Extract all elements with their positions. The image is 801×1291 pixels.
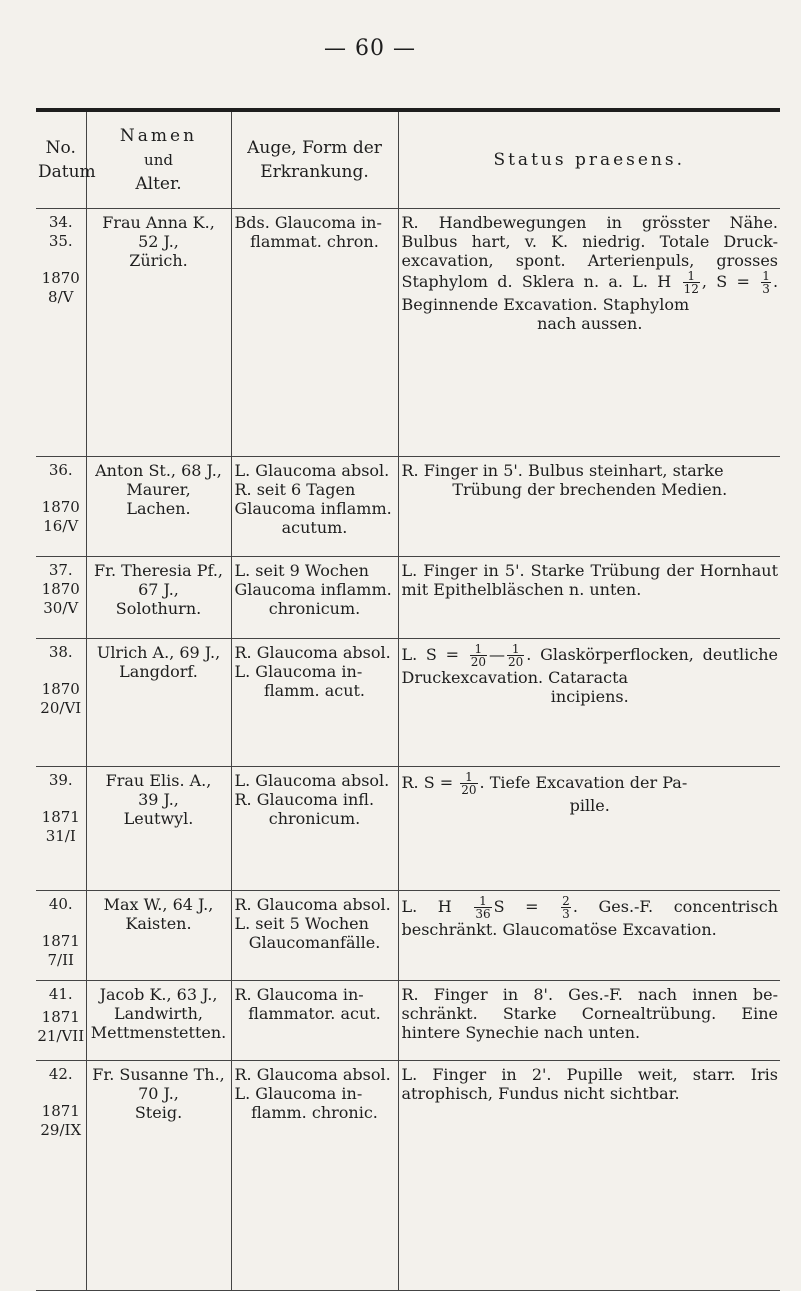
table-row xyxy=(36,639,780,767)
diagnosis: L. Glaucoma absol. R. Glaucoma infl. chronicum. xyxy=(231,767,398,891)
case-number-date: 37. 1870 30/V xyxy=(36,557,86,639)
page-number: — 60 — xyxy=(324,36,416,61)
table-row xyxy=(36,209,780,457)
fraction: $\frac{1}{3}$ xyxy=(762,269,770,296)
status-praesens: L. S = $\frac{1}{20}$ — $\frac{1}{20}$ . Glaskörperflocken, deutliche Druckexcavation. Cataracta incipiens. xyxy=(398,639,780,767)
status-praesens: L. H $\frac{1}{36}$ S = $\frac{2}{3}$ . Ges.-F. concentrisch beschränkt. Glaucomatöse Excavation. xyxy=(398,891,780,981)
case-number-date: 41. 1871 21/VII xyxy=(36,981,86,1061)
case-number-date: 36. 1870 16/V xyxy=(36,457,86,557)
case-number-date: 40. 1871 7/II xyxy=(36,891,86,981)
fraction: $\frac{1}{20}$ xyxy=(461,770,477,797)
diagnosis: L. seit 9 Wochen Glaucoma inflamm. chronicum. xyxy=(231,557,398,639)
case-table-container xyxy=(36,108,780,1291)
case-number-date: 38. 1870 20/VI xyxy=(36,639,86,767)
patient-name-age: Fr. Susanne Th., 70 J., Steig. xyxy=(86,1061,231,1291)
table-row xyxy=(36,981,780,1061)
case-number-date: 39. 1871 31/I xyxy=(36,767,86,891)
header-no-datum: No. Datum xyxy=(36,110,86,209)
fraction: $\frac{1}{20}$ xyxy=(470,642,486,669)
table-row xyxy=(36,557,780,639)
header-auge-form: Auge, Form der Erkrankung. xyxy=(231,110,398,209)
patient-name-age: Ulrich A., 69 J., Langdorf. xyxy=(86,639,231,767)
table-row xyxy=(36,767,780,891)
diagnosis: R. Glaucoma absol. L. seit 5 Wochen Glaucomanfälle. xyxy=(231,891,398,981)
patient-name-age: Max W., 64 J., Kaisten. xyxy=(86,891,231,981)
status-praesens: L. Finger in 5'. Starke Trübung der Hornhaut mit Epithelbläschen n. unten. xyxy=(398,557,780,639)
case-table xyxy=(36,108,780,1291)
patient-name-age: Jacob K., 63 J., Landwirth, Mettmenstetten. xyxy=(86,981,231,1061)
patient-name-age: Fr. Theresia Pf., 67 J., Solothurn. xyxy=(86,557,231,639)
header-namen-alter: Namen und Alter. xyxy=(86,110,231,209)
diagnosis: L. Glaucoma absol. R. seit 6 Tagen Glaucoma inflamm. acutum. xyxy=(231,457,398,557)
fraction: $\frac{1}{36}$ xyxy=(475,894,491,921)
status-praesens: R. S = $\frac{1}{20}$ . Tiefe Excavation der Pa- pille. xyxy=(398,767,780,891)
fraction: $\frac{1}{20}$ xyxy=(508,642,524,669)
header-row xyxy=(36,110,780,209)
table-row xyxy=(36,1061,780,1291)
patient-name-age: Anton St., 68 J., Maurer, Lachen. xyxy=(86,457,231,557)
header-status-praesens: Status praesens. xyxy=(398,110,780,209)
patient-name-age: Frau Elis. A., 39 J., Leutwyl. xyxy=(86,767,231,891)
case-number-date: 42. 1871 29/IX xyxy=(36,1061,86,1291)
fraction: $\frac{2}{3}$ xyxy=(562,894,570,921)
diagnosis: R. Glaucoma absol. L. Glaucoma in- flamm. chronic. xyxy=(231,1061,398,1291)
diagnosis: R. Glaucoma absol. L. Glaucoma in- flamm. acut. xyxy=(231,639,398,767)
table-row xyxy=(36,891,780,981)
table-row xyxy=(36,457,780,557)
status-praesens: R. Finger in 8'. Ges.-F. nach innen be-schränkt. Starke Cornealtrübung. Eine hintere Synechie nach unten. xyxy=(398,981,780,1061)
diagnosis: R. Glaucoma in- flammator. acut. xyxy=(231,981,398,1061)
status-praesens: R. Handbewegungen in grösster Nähe. Bulbus hart, v. K. niedrig. Totale Druck-excavation, spont. Arterienpuls, grosses Staphylom d. Sklera n. a. L. H $\frac{1}{12}$ , S = $\frac{1}{3}$ . Beginnende Excavation. Staphylom nach aussen. xyxy=(398,209,780,457)
status-praesens: R. Finger in 5'. Bulbus steinhart, starke Trübung der brechenden Medien. xyxy=(398,457,780,557)
patient-name-age: Frau Anna K., 52 J., Zürich. xyxy=(86,209,231,457)
case-number-date: 34. 35. 1870 8/V xyxy=(36,209,86,457)
diagnosis: Bds. Glaucoma in- flammat. chron. xyxy=(231,209,398,457)
status-praesens: L. Finger in 2'. Pupille weit, starr. Iris atrophisch, Fundus nicht sichtbar. xyxy=(398,1061,780,1291)
fraction: $\frac{1}{12}$ xyxy=(683,269,699,296)
